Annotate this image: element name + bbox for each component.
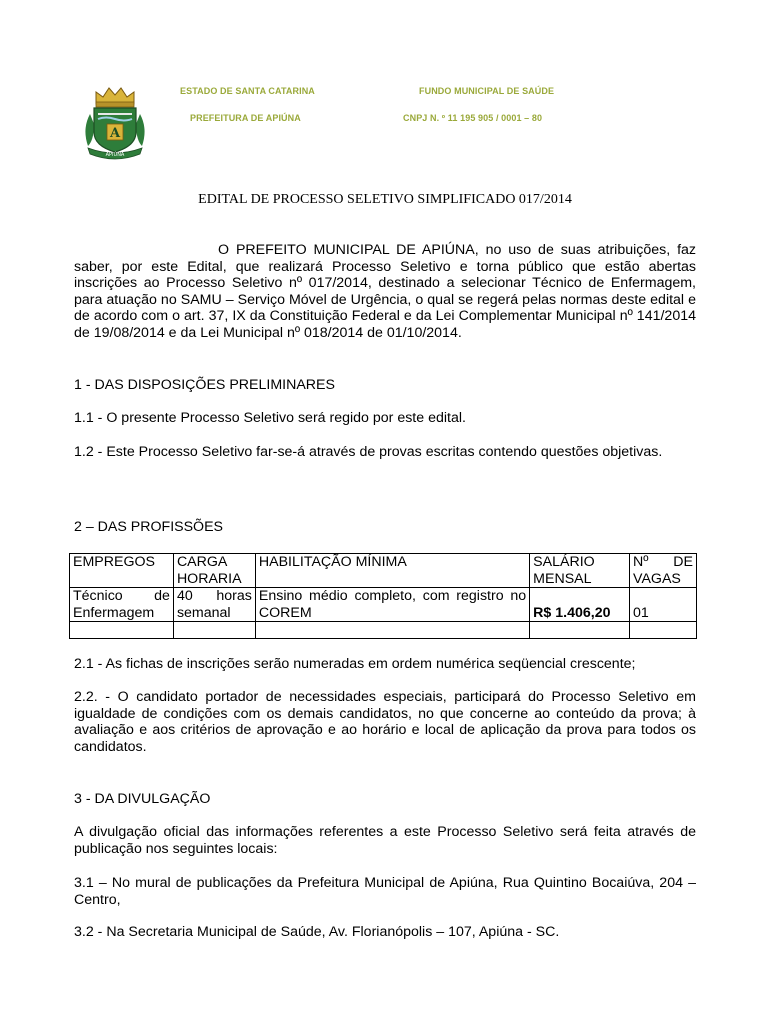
- cell-salario: R$ 1.406,20: [530, 588, 630, 622]
- svg-text:A: A: [109, 126, 121, 141]
- item-2-2: 2.2. - O candidato portador de necessidades especiais, participará do Processo Seletivo em igualdade de condições com os demais candidatos, no que concerne ao conteúdo da prova; à avaliação e aos critérios de aprovação e ao horário e local de aplicação da prova para todos os candidatos.: [74, 689, 696, 755]
- item-3-1: 3.1 – No mural de publicações da Prefeitura Municipal de Apiúna, Rua Quintino Bocaiúva, 204 – Centro,: [74, 875, 696, 908]
- table-row: [70, 588, 697, 622]
- item-1-2: 1.2 - Este Processo Seletivo far-se-á através de provas escritas contendo questões objetivas.: [74, 444, 663, 460]
- cell-carga: 40 horas semanal: [173, 588, 255, 622]
- header-cell-carga: CARGA HORARIA: [173, 554, 255, 588]
- cell-vagas: 01: [630, 588, 697, 622]
- table-header-row: [70, 554, 697, 588]
- item-3-2: 3.2 - Na Secretaria Municipal de Saúde, Av. Florianópolis – 107, Apiúna - SC.: [74, 924, 560, 940]
- section-1-heading: 1 - DAS DISPOSIÇÕES PRELIMINARES: [74, 377, 335, 393]
- section-3-heading: 3 - DA DIVULGAÇÃO: [74, 791, 211, 807]
- header-cnpj: CNPJ N. º 11 195 905 / 0001 – 80: [403, 113, 543, 123]
- section-2-heading: 2 – DAS PROFISSÕES: [74, 519, 224, 535]
- header-fund: FUNDO MUNICIPAL DE SAÚDE: [419, 86, 555, 96]
- cell-emprego: Técnico de Enfermagem: [70, 588, 174, 622]
- header-cell-empregos: EMPREGOS: [70, 554, 174, 588]
- header-cell-salario: SALÁRIO MENSAL: [530, 554, 630, 588]
- document-title: EDITAL DE PROCESSO SELETIVO SIMPLIFICADO 017/2014: [198, 192, 572, 207]
- svg-text:APIÚNA: APIÚNA: [105, 152, 125, 158]
- table-row-empty: [70, 622, 697, 639]
- header-prefecture: PREFEITURA DE APIÚNA: [190, 113, 301, 123]
- item-1-1: 1.1 - O presente Processo Seletivo será regido por este edital.: [74, 410, 466, 426]
- header-state: ESTADO DE SANTA CATARINA: [180, 86, 315, 96]
- municipal-crest-logo: [80, 84, 150, 162]
- intro-paragraph: O PREFEITO MUNICIPAL DE APIÚNA, no uso de suas atribuições, faz saber, por este Edital, que realizará Processo Seletivo e torna público que estão abertas inscrições ao Processo Seletivo nº 017/2014, destinado a selecionar Técnico de Enfermagem, para atuação no SAMU – Serviço Móvel de Urgência, o qual se regerá pelas normas deste edital e de acordo com o art. 37, IX da Constituição Federal e da Lei Complementar Municipal nº 141/2014 de 19/08/2014 e da Lei Municipal nº 018/2014 de 01/10/2014.: [74, 242, 696, 341]
- section-3-intro: A divulgação oficial das informações referentes a este Processo Seletivo será feita através de publicação nos seguintes locais:: [74, 824, 696, 857]
- header-cell-habilitacao: HABILITAÇÃO MÍNIMA: [255, 554, 529, 588]
- header-cell-vagas: Nº DE VAGAS: [630, 554, 697, 588]
- item-2-1: 2.1 - As fichas de inscrições serão numeradas em ordem numérica seqüencial crescente;: [74, 656, 636, 672]
- cell-habilitacao: Ensino médio completo, com registro no COREM: [255, 588, 529, 622]
- professions-table: [69, 553, 697, 639]
